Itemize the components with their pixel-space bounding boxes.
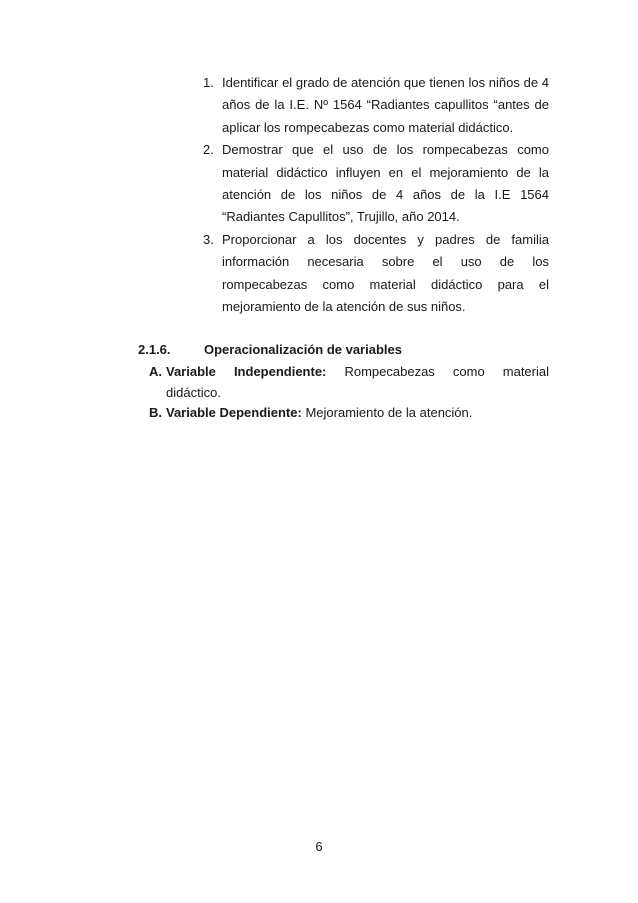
variable-item-dependent: [149, 403, 549, 424]
objective-text: Identificar el grado de atención que tienen los niños de 4 años de la I.E. Nº 1564 “Radiantes capullitos “antes de aplicar los rompecabezas como material didáctico.: [222, 75, 549, 135]
variable-letter: B.: [149, 405, 162, 420]
objective-number: 2.: [203, 142, 214, 158]
objective-item-3: [193, 229, 549, 319]
variable-letter: A.: [149, 364, 162, 379]
variable-value: Mejoramiento de la atención.: [305, 405, 473, 420]
objective-text: Proporcionar a los docentes y padres de familia información necesaria sobre el uso de los rompecabezas como material didáctico para el mejoramiento de la atención de sus niños.: [222, 231, 549, 315]
section-number: 2.1.6.: [138, 342, 171, 357]
page-number: 6: [315, 839, 323, 854]
objectives-list: [193, 72, 549, 318]
variable-label: Variable Independiente:: [166, 364, 327, 379]
variables-list: [149, 362, 549, 424]
section-heading: [138, 340, 558, 360]
objective-text: Demostrar que el uso de los rompecabezas como material didáctico influyen en el mejoramiento de la atención de los niños de 4 años de la I.E 1564 “Radiantes Capullitos”, Trujillo, año 2014.: [222, 142, 549, 225]
objective-number: 3.: [203, 231, 214, 247]
objective-item-2: [193, 139, 549, 229]
objective-item-1: [193, 72, 549, 139]
variable-item-independent: [149, 362, 549, 403]
variable-label: Variable Dependiente:: [166, 405, 302, 420]
section-title: Operacionalización de variables: [204, 342, 402, 357]
variable-value: Rompecabezas como material didáctico.: [166, 364, 549, 400]
objective-number: 1.: [203, 75, 214, 90]
